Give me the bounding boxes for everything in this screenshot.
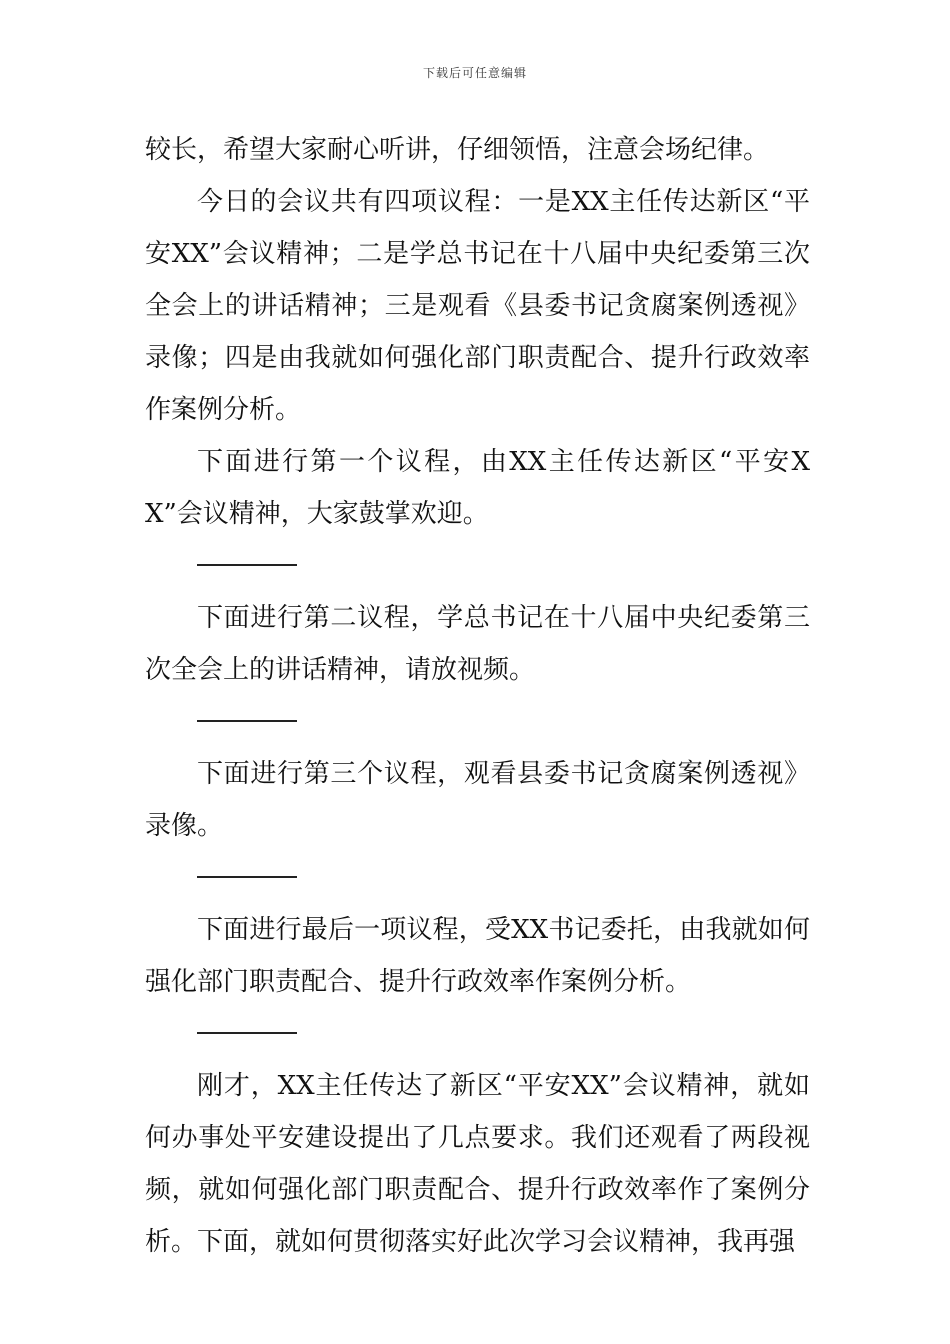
- paragraph-3: 下面进行第一个议程，由XX主任传达新区“平安XX”会议精神，大家鼓掌欢迎。: [145, 447, 810, 529]
- paragraph-1: 较长，希望大家耐心听讲，仔细领悟，注意会场纪律。: [145, 135, 770, 165]
- page-header: 下载后可任意编辑: [422, 66, 527, 80]
- separator-1: [145, 540, 810, 592]
- paragraph-6: 下面进行最后一项议程，受XX书记委托，由我就如何强化部门职责配合、提升行政效率作案例分析。: [145, 915, 810, 997]
- paragraph-4: 下面进行第二议程，学总书记在十八届中央纪委第三次全会上的讲话精神，请放视频。: [145, 603, 810, 685]
- paragraph-2: 今日的会议共有四项议程：一是XX主任传达新区“平安XX”会议精神；二是学总书记在十八届中央纪委第三次全会上的讲话精神；三是观看《县委书记贪腐案例透视》录像；四是由我就如何强化部门职责配合、提升行政效率作案例分析。: [145, 187, 810, 425]
- separator-2: [145, 696, 810, 748]
- document-body: [145, 124, 810, 1268]
- dash-line: [197, 720, 297, 722]
- paragraph-5: 下面进行第三个议程，观看县委书记贪腐案例透视》录像。: [145, 759, 810, 841]
- paragraph-7: 刚才，XX主任传达了新区“平安XX”会议精神，就如何办事处平安建设提出了几点要求。我们还观看了两段视频，就如何强化部门职责配合、提升行政效率作了案例分析。下面，就如何贯彻落实好此次学习会议精神，我再强: [145, 1071, 810, 1257]
- separator-4: [145, 1008, 810, 1060]
- dash-line: [197, 1032, 297, 1034]
- separator-3: [145, 852, 810, 904]
- dash-line: [197, 876, 297, 878]
- dash-line: [197, 564, 297, 566]
